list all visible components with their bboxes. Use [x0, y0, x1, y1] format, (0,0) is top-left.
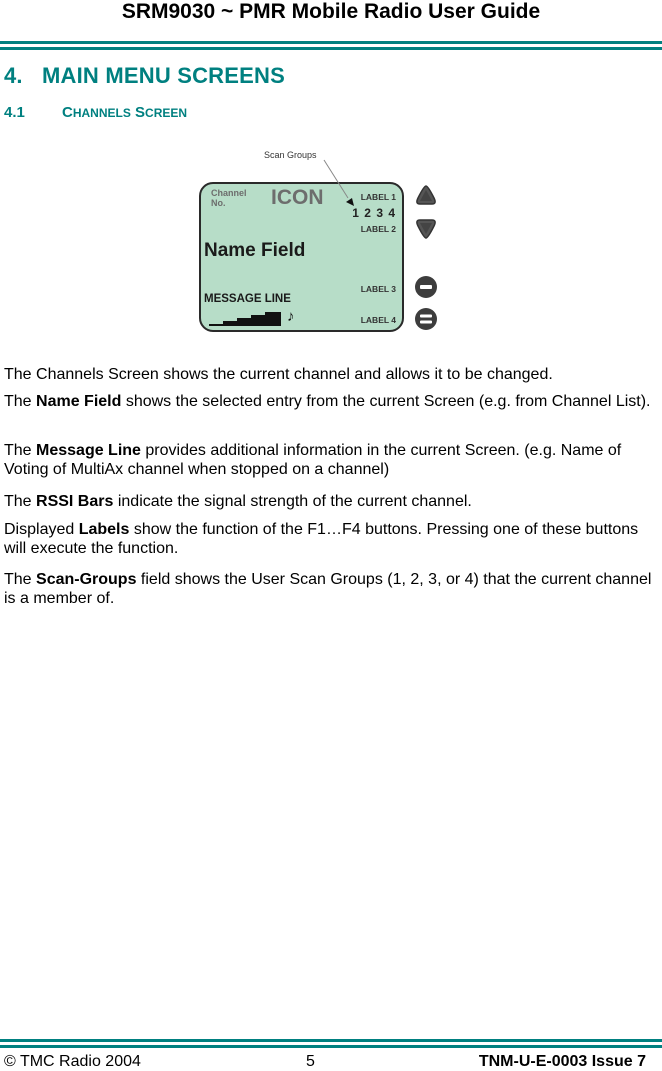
subsection-heading: 4.1 CHANNELS SCREEN	[4, 104, 188, 121]
paragraph-rssi-bars: The RSSI Bars indicate the signal strength of the current channel.	[4, 493, 472, 510]
document-title: SRM9030 ~ PMR Mobile Radio User Guide	[121, 0, 541, 23]
equals-button-icon	[414, 307, 438, 331]
label-4: LABEL 4	[360, 315, 396, 325]
lcd-display	[199, 182, 404, 332]
channel-number-label: Channel No.	[211, 188, 247, 208]
paragraph-scan-groups: The Scan-Groups field shows the User Scan Groups (1, 2, 3, or 4) that the current channel is a member of.	[4, 571, 652, 607]
section-heading	[4, 62, 285, 90]
icon-placeholder: ICON	[271, 186, 324, 209]
scan-groups-callout: Scan Groups	[264, 150, 317, 160]
footer-copyright: © TMC Radio 2004	[4, 1053, 141, 1070]
paragraph-name-field: The Name Field shows the selected entry from the current Screen (e.g. from Channel List).	[4, 393, 651, 410]
paragraph-intro: The Channels Screen shows the current channel and allows it to be changed.	[4, 366, 553, 383]
footer-document-id: TNM-U-E-0003 Issue 7	[478, 1053, 646, 1070]
minus-button-icon	[414, 275, 438, 299]
paragraph-message-line: The Message Line provides additional information in the current Screen. (e.g. Name of Voting of MultiAx channel when stopped on a channel)	[4, 442, 622, 478]
label-1: LABEL 1	[360, 192, 396, 202]
paragraph-labels: Displayed Labels show the function of the F1…F4 buttons. Pressing one of these buttons will execute the function.	[4, 521, 639, 557]
channels-screen-figure	[196, 146, 446, 338]
footer-rule-bottom	[0, 1045, 662, 1048]
music-note-icon: ♪	[287, 308, 295, 325]
label-2: LABEL 2	[360, 224, 396, 234]
message-line: MESSAGE LINE	[204, 293, 291, 305]
header-rule-top	[0, 41, 662, 44]
section-number: 4.	[4, 63, 23, 88]
label-3: LABEL 3	[360, 284, 396, 294]
name-field: Name Field	[204, 240, 306, 261]
down-arrow-button-icon	[414, 216, 438, 240]
footer-page-number: 5	[306, 1053, 315, 1070]
subsection-number: 4.1	[4, 104, 25, 121]
section-title: MAIN MENU SCREENS	[42, 63, 285, 88]
header-rule-bottom	[0, 47, 662, 50]
up-arrow-button-icon	[414, 184, 438, 208]
scan-groups-field: 1 2 3 4	[352, 206, 396, 220]
rssi-bars-icon	[209, 312, 289, 326]
footer-rule-top	[0, 1039, 662, 1042]
